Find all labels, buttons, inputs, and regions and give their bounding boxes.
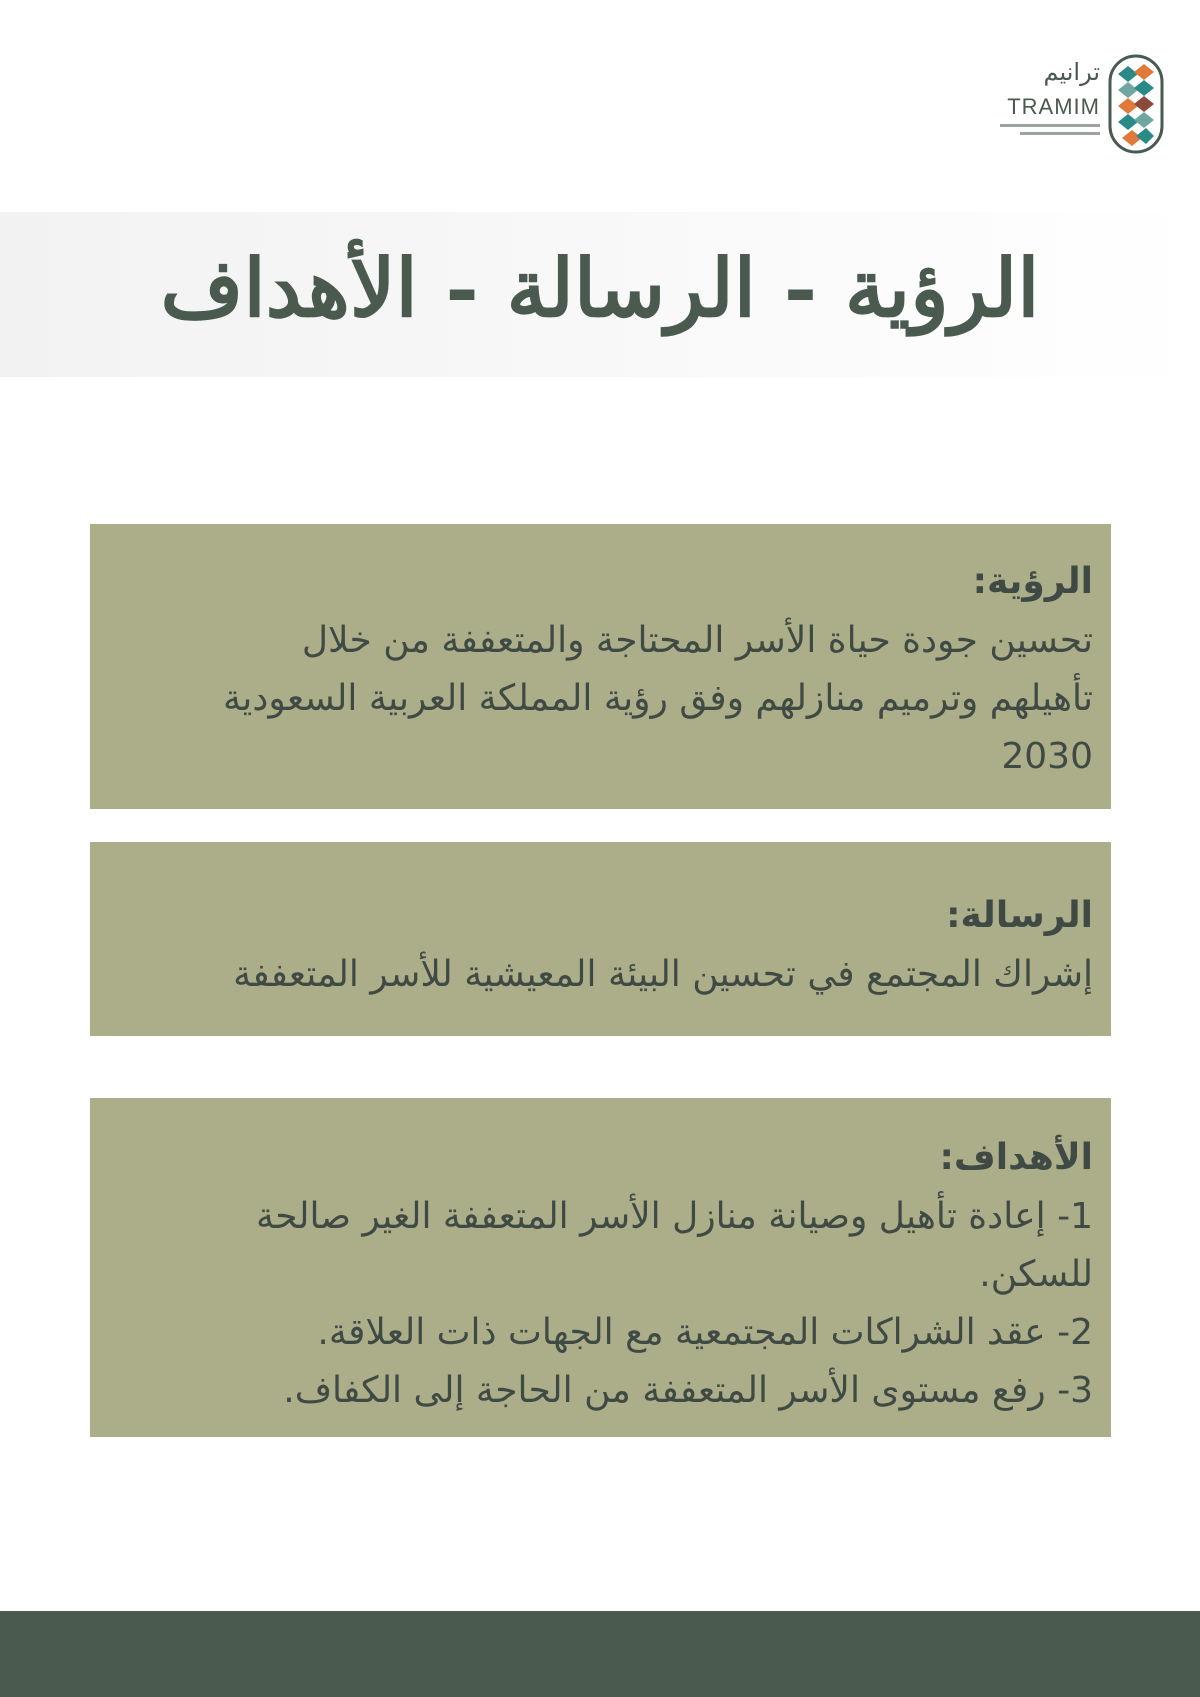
goal-line: 1- إعادة تأهيل وصيانة منازل الأسر المتعففة الغير صالحة — [255, 1196, 1093, 1237]
tramim-mosaic-logo-icon — [1108, 54, 1164, 154]
footer-bar — [0, 1611, 1200, 1697]
logo-latin-name: TRAMIM — [1007, 94, 1100, 119]
vision-card — [90, 524, 1111, 809]
page-title: الرؤية - الرسالة - الأهداف — [160, 241, 1040, 335]
logo-tagline-line — [1000, 124, 1100, 127]
goal-line: 3- رفع مستوى الأسر المتعففة من الحاجة إلى الكفاف. — [283, 1370, 1093, 1411]
goals-card — [90, 1098, 1111, 1437]
vision-line: تحسين جودة حياة الأسر المحتاجة والمتعففة من خلال — [301, 620, 1093, 661]
mission-line: إشراك المجتمع في تحسين البيئة المعيشية للأسر المتعففة — [233, 954, 1093, 995]
vision-line: 2030 — [1001, 736, 1093, 777]
tramim-logo — [996, 50, 1176, 160]
mission-heading: الرسالة: — [946, 895, 1093, 936]
goals-heading: الأهداف: — [939, 1137, 1093, 1178]
vision-line: تأهيلهم وترميم منازلهم وفق رؤية المملكة العربية السعودية — [223, 678, 1093, 719]
mission-card — [90, 842, 1111, 1036]
vision-heading: الرؤية: — [972, 561, 1093, 602]
goal-line: 2- عقد الشراكات المجتمعية مع الجهات ذات العلاقة. — [317, 1312, 1093, 1353]
logo-arabic-name: ترانيم — [1043, 58, 1100, 86]
logo-tagline-line — [1020, 132, 1100, 135]
goal-line: للسكن. — [979, 1254, 1093, 1295]
